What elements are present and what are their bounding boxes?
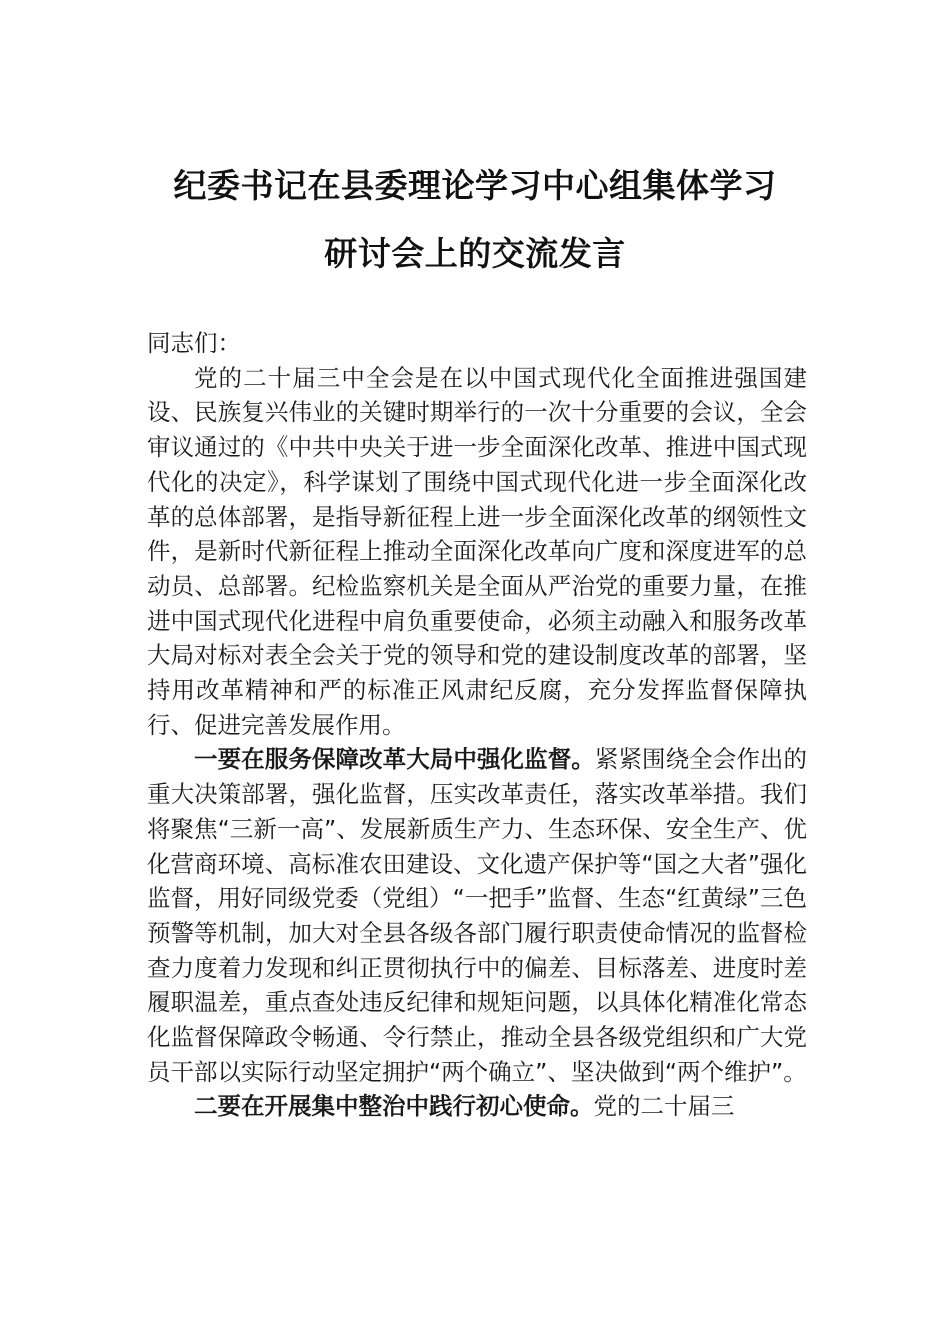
paragraph-1-text: 党的二十届三中全会是在以中国式现代化全面推进强国建设、民族复兴伟业的关键时期举行的一次十分重要的会议，全会审议通过的《中共中央关于进一步全面深化改革、推进中国式现代化的决定》，科学谋划了围绕中国式现代化进一步全面深化改革的总体部署，是指导新征程上进一步全面深化改革的纲领性文件，是新时代新征程上推动全面深化改革向广度和深度进军的总动员、总部署。纪检监察机关是全面从严治党的重要力量，在推进中国式现代化进程中肩负重要使命，必须主动融入和服务改革大局对标对表全会关于党的领导和党的建设制度改革的部署，坚持用改革精神和严的标准正风肃纪反腐，充分发挥监督保障执行、促进完善发展作用。 (147, 363, 807, 739)
paragraph-3-lead: 二要在开展集中整治中践行初心使命。 (194, 1092, 594, 1121)
paragraph-2 (147, 742, 807, 1089)
paragraph-1 (147, 361, 807, 743)
paragraph-2-lead: 一要在服务保障改革大局中强化监督。 (194, 745, 595, 774)
paragraph-3 (147, 1089, 807, 1124)
paragraph-2-text: 紧紧围绕全会作出的重大决策部署，强化监督，压实改革责任，落实改革举措。我们将聚焦“三新一高”、发展新质生产力、生态环保、安全生产、优化营商环境、高标准农田建设、文化遗产保护等“国之大者”强化监督，用好同级党委（党组）“一把手”监督、生态“红黄绿”三色预警等机制，加大对全县各级各部门履行职责使命情况的监督检查力度着力发现和纠正贯彻执行中的偏差、目标落差、进度时差履职温差，重点查处违反纪律和规矩问题，以具体化精准化常态化监督保障政令畅通、令行禁止，推动全县各级党组织和广大党员干部以实际行动坚定拥护“两个确立”、坚决做到“两个维护”。 (147, 745, 807, 1086)
document-body (147, 326, 807, 1124)
document-title-line-1: 纪委书记在县委理论学习中心组集体学习 (173, 166, 777, 205)
paragraph-3-text: 党的二十届三 (593, 1092, 735, 1121)
salutation: 同志们： (147, 329, 241, 357)
document-title-line-2: 研讨会上的交流发言 (324, 234, 626, 273)
